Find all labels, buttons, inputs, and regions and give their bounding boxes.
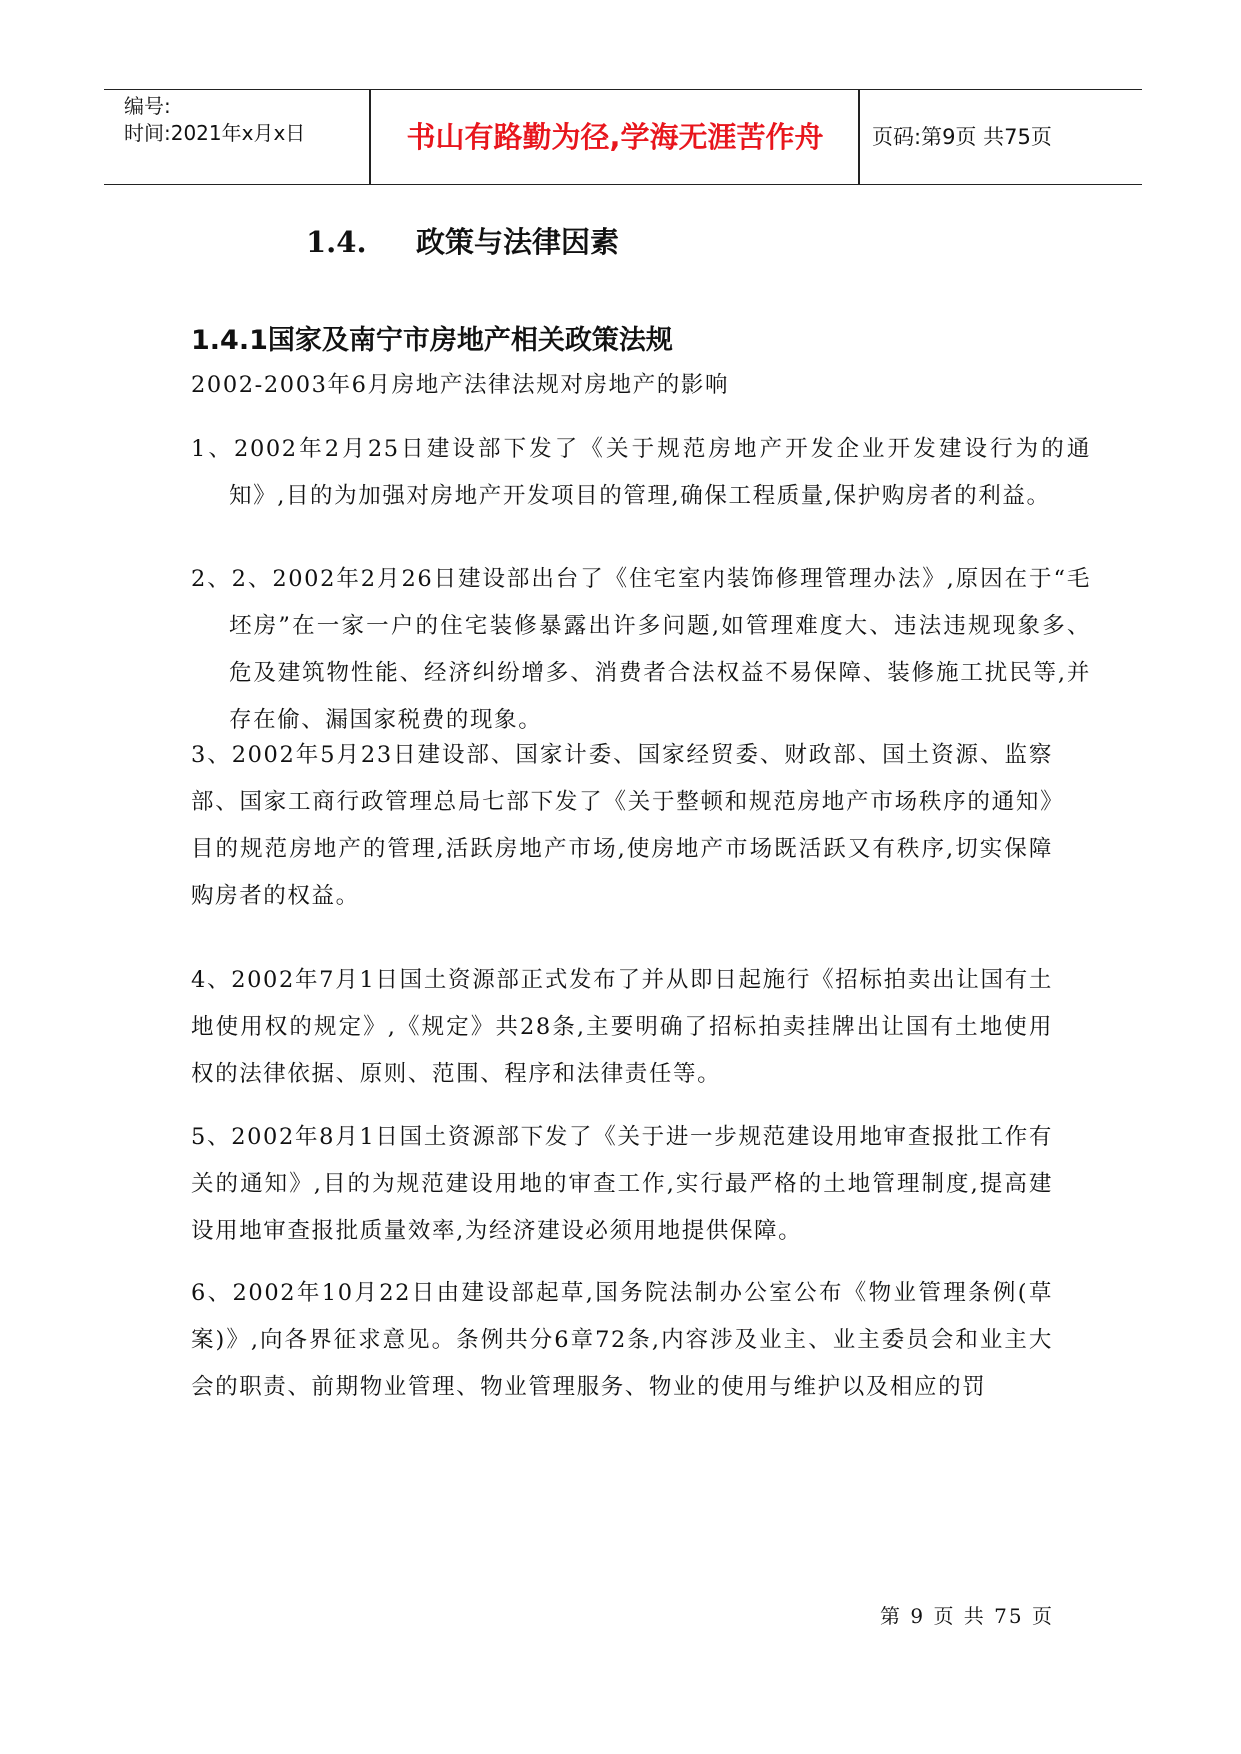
section-heading [306,220,619,261]
number-label: 编号: [124,94,171,118]
header-divider [858,90,860,184]
header-motto: 书山有路勤为径,学海无涯苦作舟 [406,120,824,154]
paragraph-5: 5、2002年8月1日国土资源部下发了《关于进一步规范建设用地审查报批工作有关的通知》,目的为规范建设用地的审查工作,实行最严格的土地管理制度,提高建设用地审查报批质量效率,为经济建设必须用地提供保障。 [191,1124,1053,1244]
section-number: 1.4. [306,225,367,259]
page-header [104,89,1142,185]
time-label: 时间:2021年x月x日 [124,121,306,145]
paragraph-3: 3、2002年5月23日建设部、国家计委、国家经贸委、财政部、国土资源、监察部、国家工商行政管理总局七部下发了《关于整顿和规范房地产市场秩序的通知》目的规范房地产的管理,活跃房地产市场,使房地产市场既活跃又有秩序,切实保障购房者的权益。 [191,742,1053,909]
paragraph-4: 4、2002年7月1日国土资源部正式发布了并从即日起施行《招标拍卖出让国有土地使用权的规定》,《规定》共28条,主要明确了招标拍卖挂牌出让国有土地使用权的法律依据、原则、范围、程序和法律责任等。 [191,967,1053,1087]
list-item-2: 2、2、2002年2月26日建设部出台了《住宅室内装饰修理管理办法》,原因在于“毛坯房”在一家一户的住宅装修暴露出许多问题,如管理难度大、违法违规现象多、危及建筑物性能、经济纠纷增多、消费者合法权益不易保障、装修施工扰民等,并存在偷、漏国家税费的现象。 [191,566,1091,733]
header-divider [369,90,371,184]
intro-paragraph: 2002-2003年6月房地产法律法规对房地产的影响 [191,372,730,398]
header-meta [114,90,369,184]
section-title: 政策与法律因素 [416,225,620,259]
list-item-1: 1、2002年2月25日建设部下发了《关于规范房地产开发企业开发建设行为的通知》,目的为加强对房地产开发项目的管理,确保工程质量,保护购房者的利益。 [191,436,1091,509]
header-page-info: 页码:第9页 共75页 [872,125,1052,149]
subsection-heading: 1.4.1国家及南宁市房地产相关政策法规 [191,325,673,356]
page-footer: 第 9 页 共 75 页 [880,1604,1054,1628]
paragraph-6: 6、2002年10月22日由建设部起草,国务院法制办公室公布《物业管理条例(草案)》,向各界征求意见。条例共分6章72条,内容涉及业主、业主委员会和业主大会的职责、前期物业管理、物业管理服务、物业的使用与维护以及相应的罚 [191,1280,1053,1400]
